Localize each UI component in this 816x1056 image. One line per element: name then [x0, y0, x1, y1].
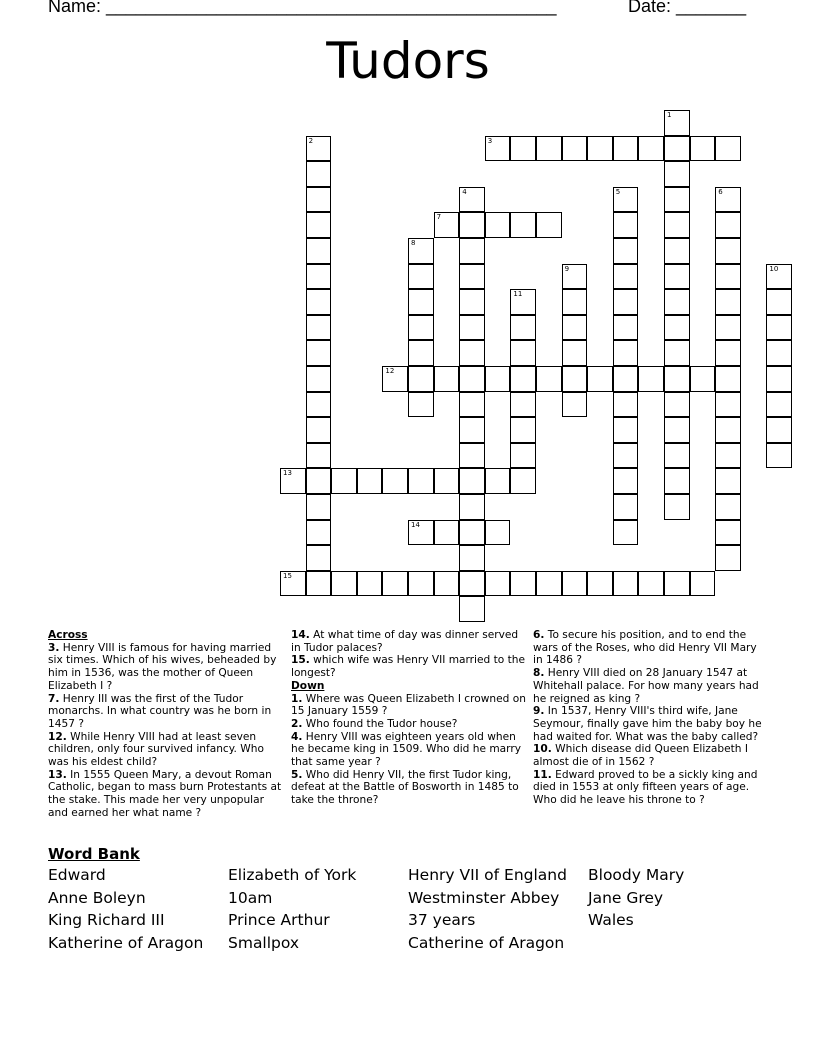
grid-cell-number: 11 [513, 290, 523, 299]
grid-cell-number: 12 [385, 367, 395, 375]
grid-cell[interactable] [715, 136, 741, 162]
clue-down-6 [533, 629, 769, 667]
clue-down-9 [533, 705, 769, 743]
word-bank-item: Anne Boleyn [48, 888, 146, 907]
grid-cell-number: 15 [283, 571, 292, 580]
grid-cell[interactable] [766, 315, 792, 341]
clue-text: Where was Queen Elizabeth I crowned on 15 January 1559 ? [291, 692, 526, 718]
grid-cell[interactable] [306, 136, 332, 162]
word-bank-item: Elizabeth of York [228, 866, 357, 884]
grid-cell[interactable] [766, 443, 792, 469]
grid-cell[interactable] [510, 392, 536, 418]
clue-down-5 [291, 769, 527, 807]
clue-text: Henry VIII died on 28 January 1547 at Whitehall palace. For how many years had he reigned as king ? [533, 667, 759, 705]
grid-cell[interactable] [664, 212, 690, 238]
clue-down-4 [291, 731, 527, 769]
grid-cell[interactable] [690, 571, 716, 597]
grid-cell-number: 6 [718, 187, 723, 196]
grid-cell[interactable] [459, 238, 485, 264]
clue-across-12 [48, 731, 284, 769]
grid-cell[interactable] [715, 366, 741, 392]
grid-cell-number: 2 [308, 136, 314, 145]
grid-cell[interactable] [459, 315, 485, 341]
clue-text: Who did Henry VII, the first Tudor king, defeat at the Battle of Bosworth in 1485 to take the throne? [291, 768, 519, 807]
grid-cell[interactable] [485, 520, 511, 546]
clue-text: While Henry VIII had at least seven children, only four survived infancy. Who was his eldest child? [48, 730, 264, 769]
across-heading: Across [48, 629, 88, 641]
grid-cell[interactable] [562, 392, 588, 418]
grid-cell[interactable] [587, 571, 613, 597]
grid-cell[interactable] [306, 520, 332, 546]
grid-cell[interactable] [715, 340, 741, 366]
grid-cell[interactable] [587, 136, 613, 162]
clue-number: 7. [48, 692, 60, 705]
word-bank-item: Jane Grey [588, 888, 664, 907]
clue-text: Henry VIII is famous for having married six times. Which of his wives, beheaded by him in 1536, was the mother of Queen Elizabeth I ? [48, 641, 277, 692]
grid-cell[interactable] [382, 366, 408, 392]
grid-cell[interactable] [664, 289, 690, 315]
grid-cell-number: 8 [411, 239, 416, 247]
grid-cell[interactable] [280, 571, 306, 597]
grid-cell[interactable] [306, 417, 332, 443]
grid-cell[interactable] [664, 187, 690, 213]
grid-cell[interactable] [613, 289, 639, 315]
grid-cell[interactable] [664, 136, 690, 162]
grid-cell-number: 9 [564, 264, 570, 273]
grid-cell[interactable] [459, 264, 485, 290]
grid-cell[interactable] [459, 520, 485, 546]
clue-number: 15. [291, 654, 310, 667]
grid-cell[interactable] [459, 289, 485, 315]
down-heading: Down [291, 679, 325, 692]
grid-cell[interactable] [331, 571, 357, 597]
grid-cell[interactable] [638, 366, 664, 392]
grid-cell[interactable] [613, 443, 639, 469]
clue-text: In 1537, Henry VIII's third wife, Jane Seymour, finally gave him the baby boy he had waited for. What was the baby called? [533, 705, 762, 743]
grid-cell[interactable] [459, 596, 485, 622]
grid-cell[interactable] [510, 136, 536, 162]
grid-cell[interactable] [434, 468, 460, 494]
grid-cell[interactable] [306, 161, 332, 187]
grid-cell[interactable] [715, 187, 741, 213]
word-bank-item: Edward [48, 866, 106, 884]
word-bank-title: Word Bank [48, 845, 140, 863]
clue-number: 8. [533, 667, 545, 680]
grid-cell[interactable] [766, 392, 792, 418]
grid-cell[interactable] [459, 545, 485, 571]
grid-cell-number: 7 [436, 213, 442, 222]
grid-cell[interactable] [510, 289, 536, 315]
clue-number: 3. [48, 641, 60, 654]
grid-cell[interactable] [382, 468, 408, 494]
grid-cell[interactable] [408, 238, 434, 264]
grid-cell[interactable] [510, 443, 536, 469]
grid-cell[interactable] [459, 392, 485, 418]
grid-cell[interactable] [510, 366, 536, 392]
grid-cell[interactable] [408, 289, 434, 315]
grid-cell[interactable] [536, 212, 562, 238]
grid-cell[interactable] [306, 545, 332, 571]
grid-cell[interactable] [613, 238, 639, 264]
clue-text: which wife was Henry VII married to the longest? [291, 654, 525, 680]
clues-column-1 [48, 629, 284, 820]
grid-cell[interactable] [715, 315, 741, 341]
grid-cell[interactable] [613, 212, 639, 238]
grid-cell[interactable] [613, 571, 639, 597]
grid-cell[interactable] [690, 366, 716, 392]
grid-cell[interactable] [562, 315, 588, 341]
grid-cell[interactable] [613, 315, 639, 341]
word-bank-item: Henry VII of England [408, 866, 567, 884]
clue-text: To secure his position, and to end the wars of the Roses, who did Henry VII Mary in 1486 ? [533, 629, 757, 667]
page-title: Tudors [326, 32, 490, 90]
grid-cell-number: 14 [411, 520, 420, 529]
grid-cell[interactable] [562, 340, 588, 366]
grid-cell[interactable] [306, 494, 332, 520]
grid-cell[interactable] [434, 366, 460, 392]
clue-number: 6. [533, 629, 545, 641]
grid-cell-number: 3 [487, 136, 493, 145]
clue-number: 12. [48, 730, 67, 743]
grid-cell[interactable] [715, 289, 741, 315]
grid-cell[interactable] [485, 571, 511, 597]
grid-cell[interactable] [382, 571, 408, 597]
grid-cell[interactable] [638, 136, 664, 162]
clue-across-7 [48, 693, 284, 731]
word-bank-item: Prince Arthur [228, 911, 330, 930]
grid-cell[interactable] [408, 264, 434, 290]
grid-cell[interactable] [587, 366, 613, 392]
grid-cell[interactable] [613, 264, 639, 290]
grid-cell[interactable] [485, 212, 511, 238]
grid-cell[interactable] [664, 417, 690, 443]
grid-cell[interactable] [664, 161, 690, 187]
grid-cell[interactable] [306, 187, 332, 213]
clues-column-2 [291, 629, 527, 807]
grid-cell[interactable] [766, 417, 792, 443]
grid-cell[interactable] [459, 494, 485, 520]
date-field[interactable]: Date: _______ [628, 0, 747, 16]
grid-cell[interactable] [306, 366, 332, 392]
clue-number: 9. [533, 705, 545, 718]
grid-cell[interactable] [408, 366, 434, 392]
clue-number: 10. [533, 743, 552, 756]
grid-cell[interactable] [766, 264, 792, 290]
clue-down-10 [533, 743, 769, 768]
grid-cell[interactable] [613, 520, 639, 546]
grid-cell[interactable] [510, 315, 536, 341]
grid-cell[interactable] [459, 443, 485, 469]
grid-cell-number: 5 [615, 187, 621, 196]
grid-cell[interactable] [485, 468, 511, 494]
clue-down-1 [291, 693, 527, 718]
grid-cell[interactable] [613, 468, 639, 494]
grid-cell-number: 10 [769, 264, 779, 273]
grid-cell[interactable] [766, 340, 792, 366]
grid-cell[interactable] [664, 366, 690, 392]
grid-cell[interactable] [715, 417, 741, 443]
grid-cell[interactable] [485, 366, 511, 392]
grid-cell[interactable] [664, 315, 690, 341]
grid-cell[interactable] [459, 366, 485, 392]
grid-cell[interactable] [485, 136, 511, 162]
clue-number: 2. [291, 717, 303, 730]
grid-cell[interactable] [562, 264, 588, 290]
grid-cell[interactable] [306, 264, 332, 290]
clue-text: At what time of day was dinner served in Tudor palaces? [291, 629, 519, 654]
grid-cell[interactable] [690, 136, 716, 162]
clue-down-11 [533, 769, 769, 807]
grid-cell[interactable] [613, 340, 639, 366]
grid-cell[interactable] [536, 571, 562, 597]
grid-cell[interactable] [664, 494, 690, 520]
clue-number: 5. [291, 768, 303, 781]
grid-cell[interactable] [434, 212, 460, 238]
grid-cell[interactable] [459, 212, 485, 238]
grid-cell[interactable] [434, 571, 460, 597]
grid-cell[interactable] [715, 238, 741, 264]
clue-across-14 [291, 629, 527, 654]
grid-cell[interactable] [306, 315, 332, 341]
grid-cell[interactable] [306, 392, 332, 418]
grid-cell[interactable] [664, 110, 690, 136]
word-bank-item: Bloody Mary [588, 866, 685, 884]
grid-cell[interactable] [715, 468, 741, 494]
grid-cell[interactable] [510, 417, 536, 443]
grid-cell[interactable] [715, 520, 741, 546]
grid-cell[interactable] [510, 468, 536, 494]
grid-cell[interactable] [306, 340, 332, 366]
grid-cell-number: 4 [462, 187, 467, 196]
grid-cell[interactable] [408, 520, 434, 546]
grid-cell[interactable] [766, 289, 792, 315]
grid-cell[interactable] [510, 212, 536, 238]
clue-number: 14. [291, 629, 310, 641]
grid-cell[interactable] [766, 366, 792, 392]
grid-cell[interactable] [408, 340, 434, 366]
word-bank-item: 10am [228, 888, 273, 907]
grid-cell[interactable] [459, 187, 485, 213]
grid-cell[interactable] [459, 340, 485, 366]
clue-number: 1. [291, 692, 303, 705]
grid-cell[interactable] [408, 571, 434, 597]
clues-column-3 [533, 629, 769, 807]
grid-cell[interactable] [638, 571, 664, 597]
grid-cell[interactable] [357, 468, 383, 494]
grid-cell[interactable] [357, 571, 383, 597]
grid-cell[interactable] [613, 136, 639, 162]
clue-across-3 [48, 642, 284, 693]
name-field[interactable]: Name: _____________________________________________ [48, 0, 557, 16]
clue-text: Which disease did Queen Elizabeth I almost die of in 1562 ? [533, 743, 748, 769]
word-bank [48, 866, 768, 957]
grid-cell[interactable] [715, 494, 741, 520]
grid-cell[interactable] [459, 417, 485, 443]
grid-cell[interactable] [434, 520, 460, 546]
grid-cell[interactable] [306, 571, 332, 597]
grid-cell[interactable] [280, 468, 306, 494]
clue-down-8 [533, 667, 769, 705]
word-bank-item: Catherine of Aragon [408, 934, 565, 953]
clue-number: 4. [291, 730, 303, 743]
grid-cell[interactable] [562, 366, 588, 392]
grid-cell[interactable] [613, 366, 639, 392]
grid-cell[interactable] [306, 443, 332, 469]
grid-cell[interactable] [536, 366, 562, 392]
grid-cell[interactable] [408, 392, 434, 418]
grid-cell[interactable] [510, 340, 536, 366]
grid-cell-number: 13 [283, 469, 292, 478]
grid-cell[interactable] [331, 468, 357, 494]
grid-cell[interactable] [562, 571, 588, 597]
clue-text: Who found the Tudor house? [305, 717, 458, 730]
clue-down-2 [291, 718, 527, 731]
clue-number: 11. [533, 768, 552, 781]
grid-cell[interactable] [664, 571, 690, 597]
grid-cell[interactable] [715, 392, 741, 418]
word-bank-item: Smallpox [228, 934, 300, 953]
grid-cell[interactable] [715, 443, 741, 469]
grid-cell[interactable] [459, 571, 485, 597]
word-bank-item: Katherine of Aragon [48, 934, 204, 953]
grid-cell[interactable] [306, 468, 332, 494]
grid-cell[interactable] [562, 136, 588, 162]
grid-cell-number: 1 [667, 111, 672, 119]
grid-cell[interactable] [306, 212, 332, 238]
grid-cell[interactable] [664, 340, 690, 366]
grid-cell[interactable] [613, 392, 639, 418]
clue-across-13 [48, 769, 284, 820]
grid-cell[interactable] [664, 468, 690, 494]
grid-cell[interactable] [562, 289, 588, 315]
grid-cell[interactable] [715, 212, 741, 238]
word-bank-item: Wales [588, 911, 634, 930]
grid-cell[interactable] [613, 494, 639, 520]
grid-cell[interactable] [510, 571, 536, 597]
grid-cell[interactable] [459, 468, 485, 494]
grid-cell[interactable] [664, 443, 690, 469]
grid-cell[interactable] [408, 468, 434, 494]
grid-cell[interactable] [408, 315, 434, 341]
clue-text: In 1555 Queen Mary, a devout Roman Catholic, began to mass burn Protestants at the stake. This made her very unpopular and earned her what name ? [48, 768, 282, 819]
word-bank-item: King Richard III [48, 911, 165, 930]
grid-cell[interactable] [613, 187, 639, 213]
grid-cell[interactable] [715, 545, 741, 571]
word-bank-item: Westminster Abbey [408, 888, 560, 907]
clue-text: Henry VIII was eighteen years old when he became king in 1509. Who did he marry that same year ? [291, 730, 521, 769]
grid-cell[interactable] [536, 136, 562, 162]
clue-text: Henry III was the first of the Tudor monarchs. In what country was he born in 1457 ? [48, 692, 272, 730]
grid-cell[interactable] [306, 289, 332, 315]
grid-cell[interactable] [664, 392, 690, 418]
clue-across-15 [291, 654, 527, 679]
clue-number: 13. [48, 768, 67, 781]
clue-text: Edward proved to be a sickly king and died in 1553 at only fifteen years of age. Who did he leave his throne to ? [533, 768, 758, 807]
grid-cell[interactable] [664, 264, 690, 290]
word-bank-item: 37 years [408, 911, 476, 930]
grid-cell[interactable] [306, 238, 332, 264]
grid-cell[interactable] [715, 264, 741, 290]
grid-cell[interactable] [664, 238, 690, 264]
grid-cell[interactable] [613, 417, 639, 443]
